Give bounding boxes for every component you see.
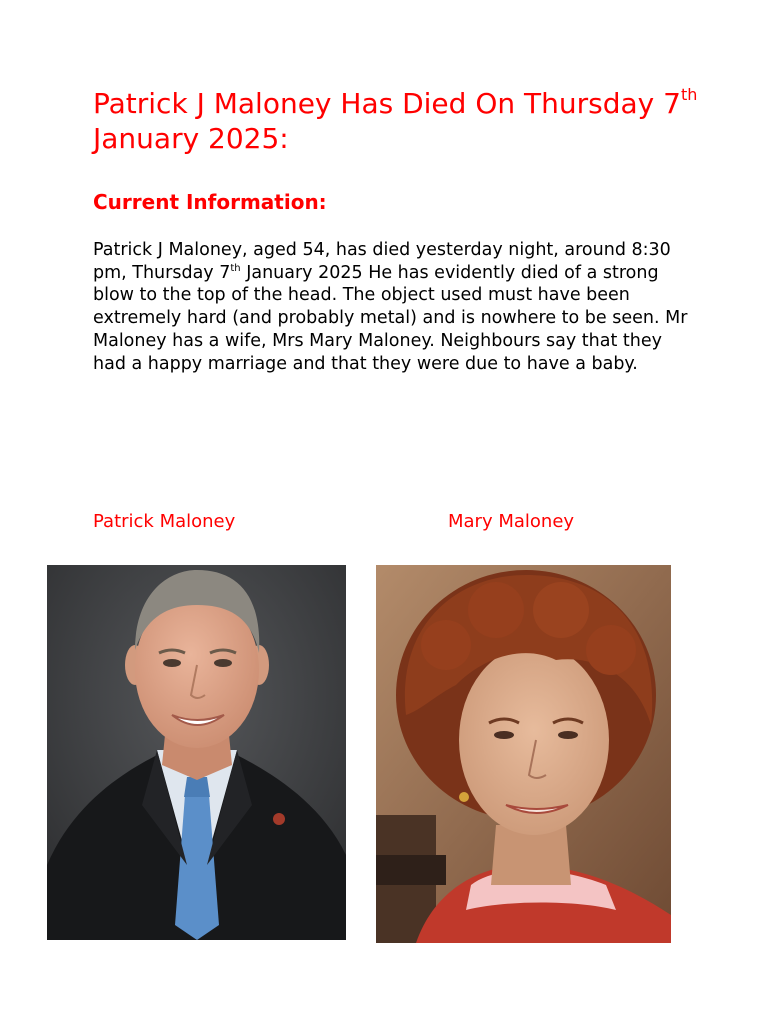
- title-main: Patrick J Maloney Has Died On Thursday 7: [93, 87, 681, 120]
- body-text-end: January 2025 He has evidently died of a strong blow to the top of the head. The object used must have been extremely hard (and probably metal) and is nowhere to be seen. Mr Maloney has a wife, Mrs Mary Maloney. Neighbours say that they had a happy marriage and that they were due to have a baby.: [93, 262, 688, 374]
- article-body: [93, 239, 693, 375]
- title-ordinal-suffix: th: [680, 85, 698, 104]
- section-heading: Current Information:: [93, 190, 327, 214]
- mary-maloney-photo: [376, 565, 671, 943]
- photo-caption-mary: Mary Maloney: [448, 511, 575, 532]
- patrick-maloney-photo: [47, 565, 346, 940]
- body-ordinal-suffix: th: [230, 262, 241, 274]
- woman-portrait-photo: [376, 565, 671, 943]
- title-end: January 2025:: [93, 122, 289, 155]
- man-portrait-photo: [47, 565, 346, 940]
- body-text-start: Patrick J Maloney, aged 54, has died yesterday night, around 8:30 pm, Thursday 7: [93, 240, 671, 283]
- page-title: [93, 86, 713, 156]
- photo-caption-patrick: Patrick Maloney: [93, 511, 236, 532]
